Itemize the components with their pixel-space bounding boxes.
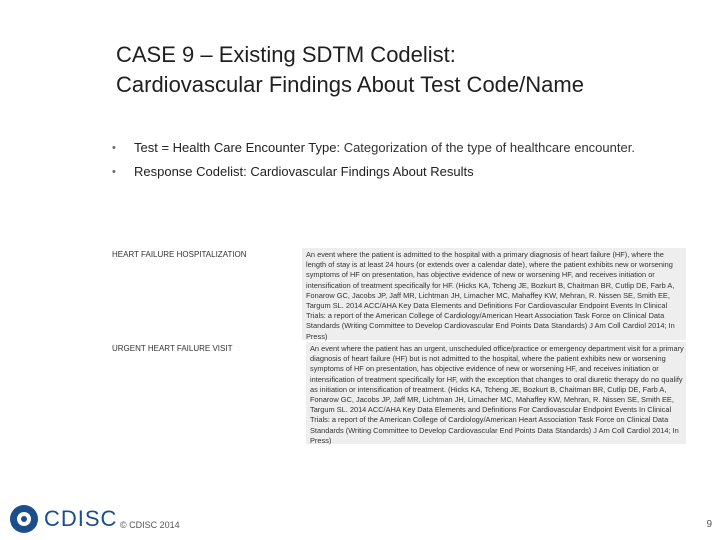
page-number: 9 bbox=[706, 519, 712, 530]
bullet-item bbox=[112, 164, 672, 180]
cdisc-logo-text: CDISC bbox=[44, 506, 118, 531]
copyright-text: © CDISC 2014 bbox=[120, 520, 180, 530]
cdisc-logo bbox=[10, 505, 117, 533]
slide-title-line-2: Cardiovascular Findings About Test Code/Name bbox=[116, 72, 584, 97]
slide-title bbox=[116, 40, 696, 100]
definition-cell: An event where the patient is admitted to the hospital with a primary diagnosis of heart failure (HF), where the length of stay is at least 24 hours (or extends over a calendar date), where the patient exhibits new or worsening symptoms of HF on presentation, has objective evidence of new or worsening HF, and receives initiation or intensification of treatment specifically for HF. (Hicks KA, Tcheng JE, Bozkurt B, Chaitman BR, Cutlip DE, Farb A, Fonarow GC, Jacobs JP, Jaff MR, Lichtman JH, Limacher MC, Mahaffey KW, Mehran, R. Nissen SE, Smith EE, Targum SL. 2014 ACC/AHA Key Data Elements and Definitions For Cardiovascular Endpoint Events In Clinical Trials: a report of the American College of Cardiology/American Heart Association Task Force on Clinical Data Standards (Writing Committee to Develop Cardiovascular End Points Data Standards) J Am Coll Cardiol 2014; In Press) bbox=[302, 248, 686, 340]
term-cell: HEART FAILURE HOSPITALIZATION bbox=[110, 248, 302, 340]
cdisc-logo-icon bbox=[10, 505, 38, 533]
bullet-list bbox=[112, 140, 672, 188]
codelist-table bbox=[110, 248, 686, 446]
bullet-bold-text: Test = Health Care Encounter Type bbox=[134, 140, 337, 155]
definition-cell: An event where the patient has an urgent, unscheduled office/practice or emergency department visit for a primary diagnosis of heart failure (HF) but is not admitted to the hospital, where the patient exhibits new or worsening symptoms of HF on presentation, has objective evidence of new or worsening HF, and receives initiation or intensification of treatment specifically for HF, with the exception that changes to oral diuretic therapy do no qualify as initiation or intensification of treatment. (Hicks KA, Tcheng JE, Bozkurt B, Chaitman BR, Cutlip DE, Farb A, Fonarow GC, Jacobs JP, Jaff MR, Lichtman JH, Limacher MC, Mahaffey KW, Mehran, R. Nissen SE, Smith EE, Targum SL. 2014 ACC/AHA Key Data Elements and Definitions For Cardiovascular Endpoint Events In Clinical Trials: a report of the American College of Cardiology/American Heart Association Task Force on Clinical Data Standards (Writing Committee to Develop Cardiovascular End Points Data Standards) J Am Coll Cardiol 2014; In Press) bbox=[306, 342, 686, 444]
bullet-text: : Categorization of the type of healthcare encounter. bbox=[336, 140, 635, 155]
bullet-bold-text: Response Codelist: Cardiovascular Findings About Results bbox=[134, 164, 474, 179]
bullet-item bbox=[112, 140, 672, 156]
slide-title-line-1: CASE 9 – Existing SDTM Codelist: bbox=[116, 42, 456, 67]
term-cell: URGENT HEART FAILURE VISIT bbox=[110, 342, 302, 444]
bullet-marker: • bbox=[112, 166, 116, 178]
bullet-marker: • bbox=[112, 142, 116, 154]
table-row bbox=[110, 248, 686, 340]
table-row bbox=[110, 342, 686, 444]
